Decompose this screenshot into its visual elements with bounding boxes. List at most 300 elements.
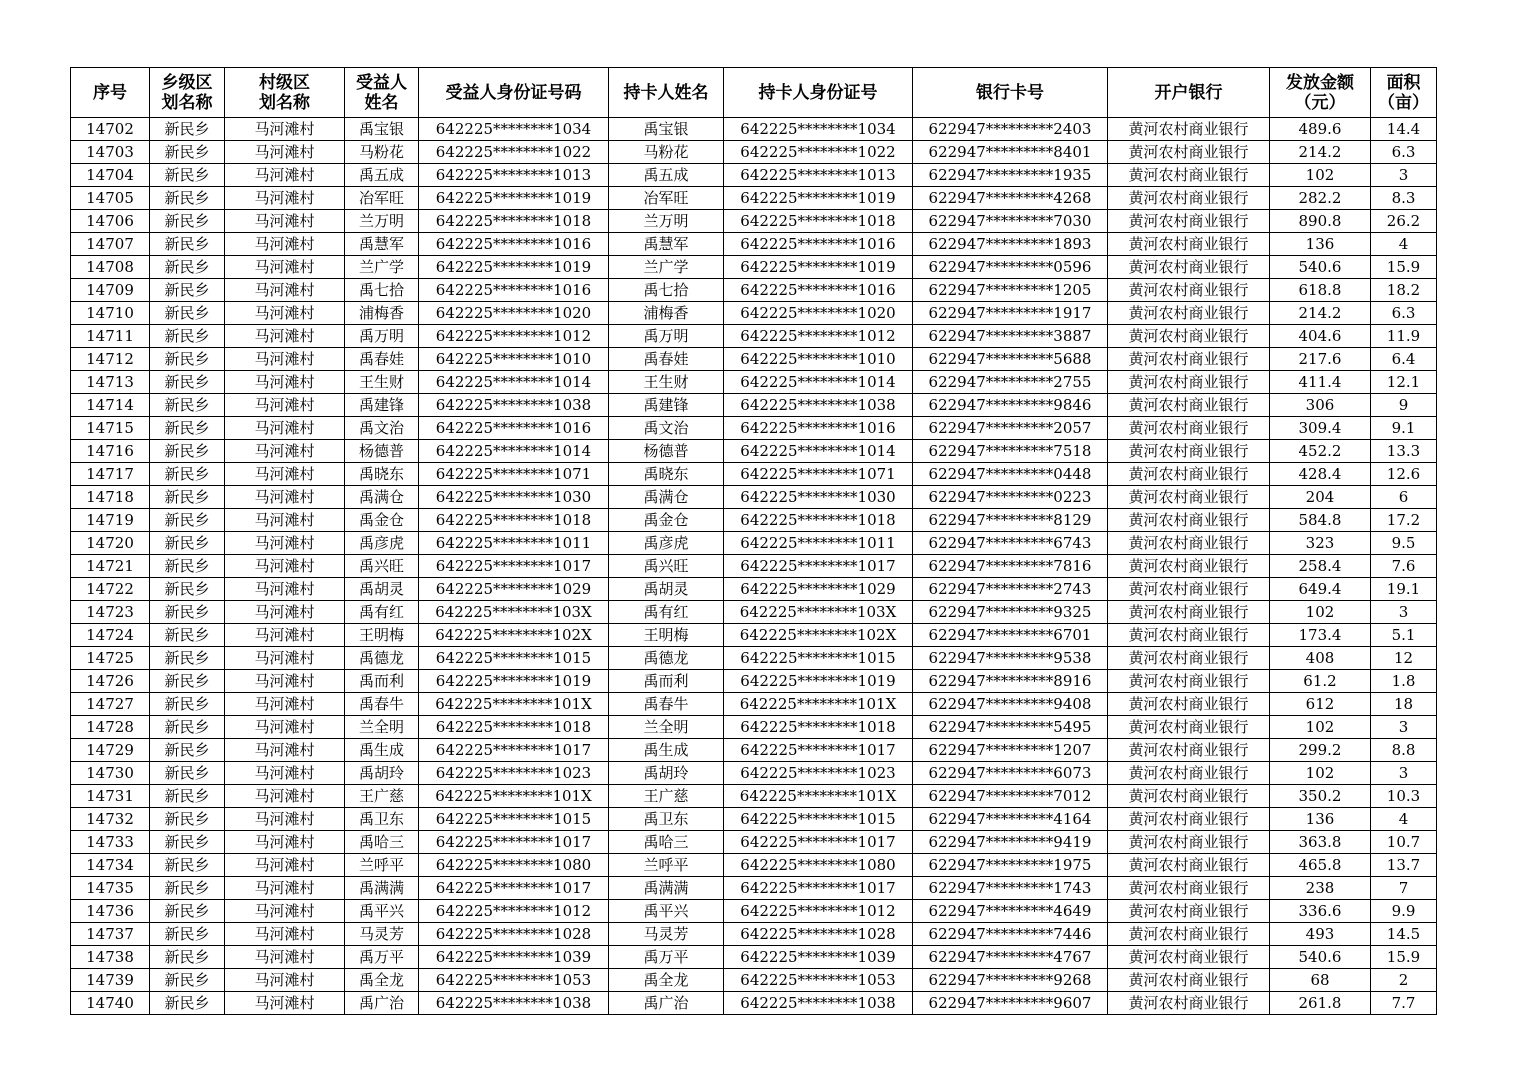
cell-amount: 258.4: [1270, 555, 1371, 578]
cell-cardholder-id: 642225********1022: [724, 141, 913, 164]
cell-cardholder-id: 642225********1038: [724, 394, 913, 417]
cell-area: 7: [1371, 877, 1437, 900]
cell-cardholder-name: 禹胡灵: [609, 578, 724, 601]
cell-amount: 102: [1270, 716, 1371, 739]
header-amount: 发放金额 （元）: [1270, 68, 1371, 118]
cell-seq: 14705: [71, 187, 150, 210]
cell-beneficiary-id: 642225********1071: [419, 463, 609, 486]
table-row: [71, 693, 1437, 716]
cell-beneficiary-id: 642225********1016: [419, 417, 609, 440]
subsidy-distribution-table: [70, 67, 1437, 1015]
cell-cardholder-name: 禹晓东: [609, 463, 724, 486]
cell-seq: 14732: [71, 808, 150, 831]
cell-bank: 黄河农村商业银行: [1108, 923, 1270, 946]
cell-village: 马河滩村: [225, 348, 345, 371]
cell-bank-card: 622947*********1935: [913, 164, 1108, 187]
cell-village: 马河滩村: [225, 693, 345, 716]
cell-area: 3: [1371, 716, 1437, 739]
cell-beneficiary-id: 642225********1015: [419, 647, 609, 670]
cell-beneficiary-id: 642225********102X: [419, 624, 609, 647]
cell-area: 15.9: [1371, 946, 1437, 969]
cell-beneficiary-name: 兰万明: [345, 210, 419, 233]
cell-township: 新民乡: [150, 440, 225, 463]
cell-cardholder-name: 禹哈三: [609, 831, 724, 854]
cell-amount: 465.8: [1270, 854, 1371, 877]
cell-cardholder-id: 642225********1011: [724, 532, 913, 555]
cell-cardholder-name: 马粉花: [609, 141, 724, 164]
cell-cardholder-id: 642225********1034: [724, 118, 913, 141]
cell-township: 新民乡: [150, 532, 225, 555]
cell-bank-card: 622947*********2743: [913, 578, 1108, 601]
cell-beneficiary-id: 642225********103X: [419, 601, 609, 624]
cell-cardholder-id: 642225********1015: [724, 647, 913, 670]
table-row: [71, 808, 1437, 831]
cell-beneficiary-id: 642225********1012: [419, 900, 609, 923]
cell-beneficiary-id: 642225********1038: [419, 394, 609, 417]
cell-bank: 黄河农村商业银行: [1108, 187, 1270, 210]
cell-bank: 黄河农村商业银行: [1108, 302, 1270, 325]
cell-village: 马河滩村: [225, 187, 345, 210]
cell-area: 5.1: [1371, 624, 1437, 647]
cell-township: 新民乡: [150, 118, 225, 141]
header-beneficiary-name: 受益人 姓名: [345, 68, 419, 118]
cell-amount: 363.8: [1270, 831, 1371, 854]
cell-township: 新民乡: [150, 555, 225, 578]
cell-township: 新民乡: [150, 578, 225, 601]
cell-seq: 14722: [71, 578, 150, 601]
cell-amount: 584.8: [1270, 509, 1371, 532]
cell-township: 新民乡: [150, 808, 225, 831]
cell-bank-card: 622947*********1207: [913, 739, 1108, 762]
cell-beneficiary-id: 642225********1017: [419, 831, 609, 854]
table-row: [71, 118, 1437, 141]
cell-village: 马河滩村: [225, 578, 345, 601]
cell-bank: 黄河农村商业银行: [1108, 118, 1270, 141]
table-row: [71, 670, 1437, 693]
cell-beneficiary-name: 禹胡灵: [345, 578, 419, 601]
table-row: [71, 371, 1437, 394]
cell-bank-card: 622947*********6701: [913, 624, 1108, 647]
cell-seq: 14702: [71, 118, 150, 141]
cell-bank: 黄河农村商业银行: [1108, 486, 1270, 509]
cell-village: 马河滩村: [225, 371, 345, 394]
cell-village: 马河滩村: [225, 394, 345, 417]
cell-village: 马河滩村: [225, 808, 345, 831]
cell-bank-card: 622947*********9325: [913, 601, 1108, 624]
cell-area: 6.4: [1371, 348, 1437, 371]
cell-area: 9.1: [1371, 417, 1437, 440]
cell-bank: 黄河农村商业银行: [1108, 210, 1270, 233]
cell-cardholder-name: 禹卫东: [609, 808, 724, 831]
cell-amount: 204: [1270, 486, 1371, 509]
cell-cardholder-id: 642225********1012: [724, 325, 913, 348]
cell-amount: 102: [1270, 762, 1371, 785]
cell-cardholder-name: 禹春娃: [609, 348, 724, 371]
cell-seq: 14737: [71, 923, 150, 946]
cell-township: 新民乡: [150, 716, 225, 739]
cell-seq: 14706: [71, 210, 150, 233]
cell-beneficiary-id: 642225********1016: [419, 279, 609, 302]
cell-village: 马河滩村: [225, 923, 345, 946]
cell-area: 3: [1371, 601, 1437, 624]
cell-bank-card: 622947*********4649: [913, 900, 1108, 923]
cell-beneficiary-name: 禹万明: [345, 325, 419, 348]
table-row: [71, 831, 1437, 854]
cell-village: 马河滩村: [225, 670, 345, 693]
cell-village: 马河滩村: [225, 716, 345, 739]
cell-township: 新民乡: [150, 141, 225, 164]
cell-bank: 黄河农村商业银行: [1108, 532, 1270, 555]
cell-seq: 14718: [71, 486, 150, 509]
cell-bank: 黄河农村商业银行: [1108, 762, 1270, 785]
cell-area: 9.9: [1371, 900, 1437, 923]
cell-bank: 黄河农村商业银行: [1108, 463, 1270, 486]
cell-cardholder-id: 642225********1039: [724, 946, 913, 969]
cell-area: 14.5: [1371, 923, 1437, 946]
cell-beneficiary-id: 642225********1017: [419, 555, 609, 578]
cell-seq: 14717: [71, 463, 150, 486]
table-row: [71, 486, 1437, 509]
cell-village: 马河滩村: [225, 877, 345, 900]
table-row: [71, 256, 1437, 279]
cell-amount: 68: [1270, 969, 1371, 992]
cell-cardholder-id: 642225********1020: [724, 302, 913, 325]
cell-township: 新民乡: [150, 854, 225, 877]
table-row: [71, 578, 1437, 601]
cell-village: 马河滩村: [225, 762, 345, 785]
cell-village: 马河滩村: [225, 532, 345, 555]
cell-village: 马河滩村: [225, 164, 345, 187]
cell-seq: 14707: [71, 233, 150, 256]
cell-beneficiary-name: 禹广治: [345, 992, 419, 1015]
cell-township: 新民乡: [150, 624, 225, 647]
cell-cardholder-id: 642225********101X: [724, 785, 913, 808]
cell-area: 11.9: [1371, 325, 1437, 348]
table-row: [71, 555, 1437, 578]
cell-beneficiary-name: 禹生成: [345, 739, 419, 762]
cell-amount: 489.6: [1270, 118, 1371, 141]
cell-beneficiary-id: 642225********1030: [419, 486, 609, 509]
cell-amount: 540.6: [1270, 256, 1371, 279]
cell-amount: 102: [1270, 601, 1371, 624]
table-row: [71, 946, 1437, 969]
cell-village: 马河滩村: [225, 601, 345, 624]
cell-bank: 黄河农村商业银行: [1108, 854, 1270, 877]
cell-beneficiary-name: 杨德普: [345, 440, 419, 463]
cell-beneficiary-name: 禹平兴: [345, 900, 419, 923]
cell-cardholder-name: 禹彦虎: [609, 532, 724, 555]
cell-seq: 14727: [71, 693, 150, 716]
cell-bank: 黄河农村商业银行: [1108, 509, 1270, 532]
cell-village: 马河滩村: [225, 118, 345, 141]
cell-cardholder-id: 642225********1029: [724, 578, 913, 601]
cell-beneficiary-name: 禹春娃: [345, 348, 419, 371]
cell-bank: 黄河农村商业银行: [1108, 394, 1270, 417]
cell-area: 6.3: [1371, 141, 1437, 164]
cell-beneficiary-id: 642225********101X: [419, 693, 609, 716]
cell-amount: 493: [1270, 923, 1371, 946]
cell-village: 马河滩村: [225, 417, 345, 440]
cell-village: 马河滩村: [225, 946, 345, 969]
cell-village: 马河滩村: [225, 141, 345, 164]
cell-beneficiary-id: 642225********1011: [419, 532, 609, 555]
cell-cardholder-name: 兰广学: [609, 256, 724, 279]
cell-area: 6: [1371, 486, 1437, 509]
cell-area: 9: [1371, 394, 1437, 417]
cell-seq: 14716: [71, 440, 150, 463]
cell-bank: 黄河农村商业银行: [1108, 233, 1270, 256]
cell-village: 马河滩村: [225, 463, 345, 486]
cell-amount: 540.6: [1270, 946, 1371, 969]
cell-beneficiary-id: 642225********1012: [419, 325, 609, 348]
cell-bank-card: 622947*********8916: [913, 670, 1108, 693]
cell-township: 新民乡: [150, 992, 225, 1015]
cell-seq: 14721: [71, 555, 150, 578]
cell-bank-card: 622947*********2755: [913, 371, 1108, 394]
cell-beneficiary-name: 冶军旺: [345, 187, 419, 210]
cell-township: 新民乡: [150, 187, 225, 210]
cell-bank: 黄河农村商业银行: [1108, 808, 1270, 831]
cell-seq: 14734: [71, 854, 150, 877]
table-row: [71, 785, 1437, 808]
cell-area: 1.8: [1371, 670, 1437, 693]
cell-bank-card: 622947*********9268: [913, 969, 1108, 992]
cell-area: 3: [1371, 164, 1437, 187]
cell-cardholder-id: 642225********1015: [724, 808, 913, 831]
cell-beneficiary-id: 642225********1028: [419, 923, 609, 946]
cell-village: 马河滩村: [225, 785, 345, 808]
cell-cardholder-name: 禹金仓: [609, 509, 724, 532]
cell-cardholder-id: 642225********1017: [724, 555, 913, 578]
cell-village: 马河滩村: [225, 486, 345, 509]
cell-cardholder-id: 642225********1017: [724, 831, 913, 854]
cell-cardholder-id: 642225********1028: [724, 923, 913, 946]
cell-village: 马河滩村: [225, 509, 345, 532]
cell-bank: 黄河农村商业银行: [1108, 785, 1270, 808]
cell-seq: 14708: [71, 256, 150, 279]
cell-amount: 408: [1270, 647, 1371, 670]
cell-beneficiary-id: 642225********1019: [419, 670, 609, 693]
cell-township: 新民乡: [150, 877, 225, 900]
cell-village: 马河滩村: [225, 854, 345, 877]
cell-amount: 452.2: [1270, 440, 1371, 463]
cell-seq: 14714: [71, 394, 150, 417]
cell-area: 4: [1371, 808, 1437, 831]
cell-area: 6.3: [1371, 302, 1437, 325]
cell-area: 18: [1371, 693, 1437, 716]
cell-seq: 14704: [71, 164, 150, 187]
cell-amount: 61.2: [1270, 670, 1371, 693]
header-area: 面积 （亩）: [1371, 68, 1437, 118]
cell-seq: 14740: [71, 992, 150, 1015]
cell-amount: 102: [1270, 164, 1371, 187]
cell-cardholder-id: 642225********1017: [724, 739, 913, 762]
header-village: 村级区 划名称: [225, 68, 345, 118]
cell-township: 新民乡: [150, 739, 225, 762]
cell-beneficiary-name: 禹而利: [345, 670, 419, 693]
cell-village: 马河滩村: [225, 992, 345, 1015]
cell-bank-card: 622947*********9846: [913, 394, 1108, 417]
cell-area: 8.3: [1371, 187, 1437, 210]
table-row: [71, 601, 1437, 624]
cell-village: 马河滩村: [225, 233, 345, 256]
cell-beneficiary-name: 兰呼平: [345, 854, 419, 877]
cell-beneficiary-id: 642225********1017: [419, 739, 609, 762]
cell-township: 新民乡: [150, 486, 225, 509]
cell-seq: 14723: [71, 601, 150, 624]
cell-township: 新民乡: [150, 394, 225, 417]
cell-village: 马河滩村: [225, 739, 345, 762]
cell-cardholder-name: 禹春牛: [609, 693, 724, 716]
cell-beneficiary-id: 642225********1014: [419, 440, 609, 463]
cell-beneficiary-id: 642225********1020: [419, 302, 609, 325]
table-row: [71, 532, 1437, 555]
cell-area: 9.5: [1371, 532, 1437, 555]
cell-cardholder-id: 642225********1080: [724, 854, 913, 877]
cell-beneficiary-id: 642225********1029: [419, 578, 609, 601]
cell-cardholder-id: 642225********1053: [724, 969, 913, 992]
cell-cardholder-name: 禹广治: [609, 992, 724, 1015]
table-row: [71, 302, 1437, 325]
cell-bank-card: 622947*********6073: [913, 762, 1108, 785]
cell-bank-card: 622947*********2057: [913, 417, 1108, 440]
cell-seq: 14726: [71, 670, 150, 693]
cell-beneficiary-id: 642225********1015: [419, 808, 609, 831]
cell-beneficiary-name: 禹全龙: [345, 969, 419, 992]
cell-bank: 黄河农村商业银行: [1108, 371, 1270, 394]
cell-cardholder-id: 642225********103X: [724, 601, 913, 624]
cell-bank-card: 622947*********2403: [913, 118, 1108, 141]
cell-seq: 14703: [71, 141, 150, 164]
cell-bank: 黄河农村商业银行: [1108, 578, 1270, 601]
cell-bank-card: 622947*********7518: [913, 440, 1108, 463]
cell-beneficiary-id: 642225********1080: [419, 854, 609, 877]
cell-bank: 黄河农村商业银行: [1108, 969, 1270, 992]
cell-beneficiary-id: 642225********1039: [419, 946, 609, 969]
cell-amount: 299.2: [1270, 739, 1371, 762]
cell-amount: 309.4: [1270, 417, 1371, 440]
cell-township: 新民乡: [150, 762, 225, 785]
cell-cardholder-id: 642225********1012: [724, 900, 913, 923]
cell-amount: 350.2: [1270, 785, 1371, 808]
cell-seq: 14709: [71, 279, 150, 302]
table-row: [71, 624, 1437, 647]
cell-cardholder-name: 王生财: [609, 371, 724, 394]
cell-cardholder-id: 642225********1014: [724, 371, 913, 394]
cell-beneficiary-name: 禹胡玲: [345, 762, 419, 785]
cell-township: 新民乡: [150, 509, 225, 532]
cell-beneficiary-name: 禹德龙: [345, 647, 419, 670]
table-row: [71, 440, 1437, 463]
cell-beneficiary-id: 642225********1019: [419, 256, 609, 279]
cell-amount: 261.8: [1270, 992, 1371, 1015]
cell-amount: 214.2: [1270, 141, 1371, 164]
cell-bank: 黄河农村商业银行: [1108, 716, 1270, 739]
cell-cardholder-name: 禹七拾: [609, 279, 724, 302]
cell-area: 10.3: [1371, 785, 1437, 808]
cell-bank: 黄河农村商业银行: [1108, 279, 1270, 302]
cell-area: 12.1: [1371, 371, 1437, 394]
cell-amount: 173.4: [1270, 624, 1371, 647]
cell-amount: 238: [1270, 877, 1371, 900]
cell-area: 13.7: [1371, 854, 1437, 877]
cell-village: 马河滩村: [225, 831, 345, 854]
cell-beneficiary-id: 642225********1018: [419, 509, 609, 532]
header-seq: 序号: [71, 68, 150, 118]
cell-bank-card: 622947*********5688: [913, 348, 1108, 371]
cell-amount: 404.6: [1270, 325, 1371, 348]
cell-bank: 黄河农村商业银行: [1108, 624, 1270, 647]
cell-seq: 14710: [71, 302, 150, 325]
cell-bank: 黄河农村商业银行: [1108, 348, 1270, 371]
table-row: [71, 739, 1437, 762]
table-row: [71, 463, 1437, 486]
cell-bank: 黄河农村商业银行: [1108, 601, 1270, 624]
cell-amount: 890.8: [1270, 210, 1371, 233]
cell-area: 26.2: [1371, 210, 1437, 233]
table-row: [71, 279, 1437, 302]
cell-area: 17.2: [1371, 509, 1437, 532]
cell-amount: 649.4: [1270, 578, 1371, 601]
table-body: [71, 118, 1437, 1015]
cell-cardholder-id: 642225********1030: [724, 486, 913, 509]
cell-amount: 136: [1270, 808, 1371, 831]
cell-beneficiary-name: 禹春牛: [345, 693, 419, 716]
cell-cardholder-name: 马灵芳: [609, 923, 724, 946]
cell-beneficiary-id: 642225********1038: [419, 992, 609, 1015]
table-row: [71, 210, 1437, 233]
table-row: [71, 647, 1437, 670]
cell-cardholder-id: 642225********1019: [724, 670, 913, 693]
cell-township: 新民乡: [150, 647, 225, 670]
table-row: [71, 923, 1437, 946]
cell-beneficiary-id: 642225********1016: [419, 233, 609, 256]
cell-township: 新民乡: [150, 348, 225, 371]
cell-cardholder-id: 642225********1016: [724, 233, 913, 256]
header-bank-card: 银行卡号: [913, 68, 1108, 118]
cell-area: 12: [1371, 647, 1437, 670]
cell-area: 7.7: [1371, 992, 1437, 1015]
cell-cardholder-id: 642225********101X: [724, 693, 913, 716]
cell-bank-card: 622947*********1743: [913, 877, 1108, 900]
cell-beneficiary-id: 642225********1022: [419, 141, 609, 164]
cell-township: 新民乡: [150, 302, 225, 325]
cell-cardholder-name: 禹宝银: [609, 118, 724, 141]
cell-beneficiary-name: 禹哈三: [345, 831, 419, 854]
cell-cardholder-name: 禹兴旺: [609, 555, 724, 578]
cell-township: 新民乡: [150, 371, 225, 394]
cell-beneficiary-name: 王生财: [345, 371, 419, 394]
cell-township: 新民乡: [150, 831, 225, 854]
header-cardholder-id: 持卡人身份证号: [724, 68, 913, 118]
cell-township: 新民乡: [150, 325, 225, 348]
cell-beneficiary-name: 禹彦虎: [345, 532, 419, 555]
cell-amount: 618.8: [1270, 279, 1371, 302]
cell-cardholder-name: 禹满仓: [609, 486, 724, 509]
cell-bank: 黄河农村商业银行: [1108, 164, 1270, 187]
cell-village: 马河滩村: [225, 624, 345, 647]
cell-township: 新民乡: [150, 164, 225, 187]
cell-township: 新民乡: [150, 463, 225, 486]
cell-cardholder-name: 禹德龙: [609, 647, 724, 670]
cell-village: 马河滩村: [225, 647, 345, 670]
cell-seq: 14720: [71, 532, 150, 555]
cell-beneficiary-name: 兰全明: [345, 716, 419, 739]
cell-cardholder-name: 禹文治: [609, 417, 724, 440]
table-row: [71, 233, 1437, 256]
header-township: 乡级区 划名称: [150, 68, 225, 118]
header-beneficiary-id: 受益人身份证号码: [419, 68, 609, 118]
